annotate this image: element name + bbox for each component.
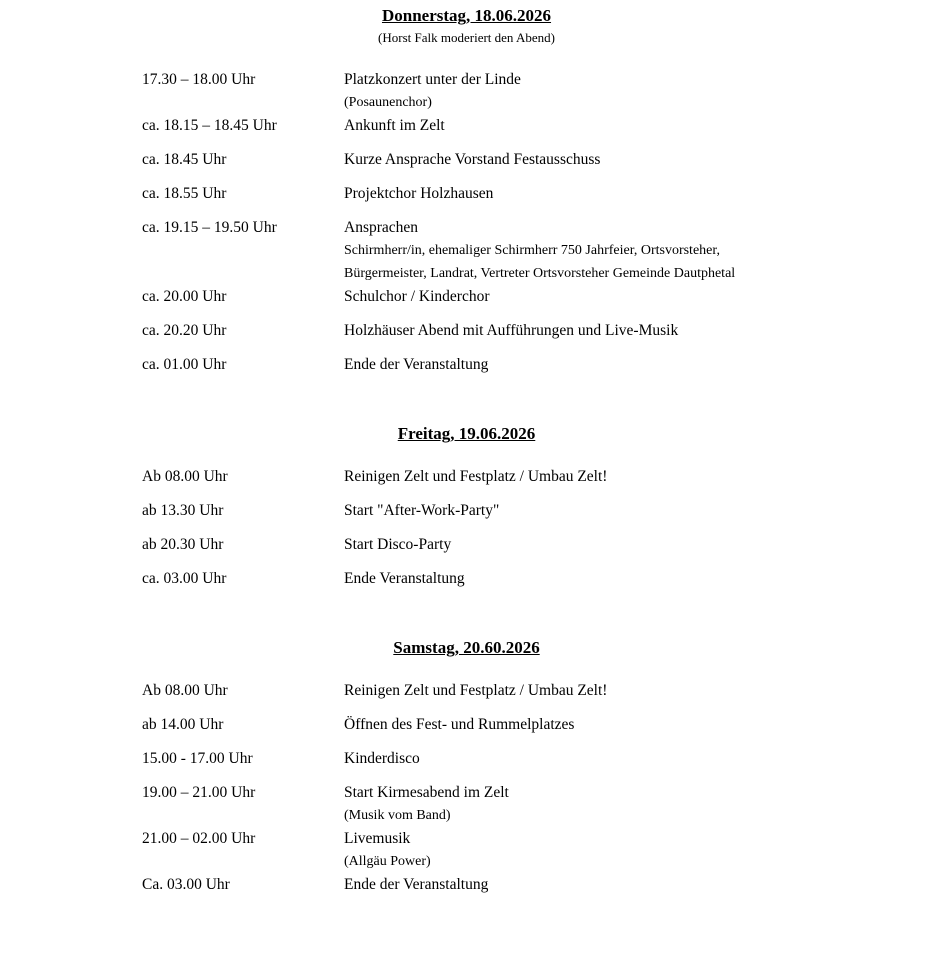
schedule-row xyxy=(0,148,933,171)
event-time: 21.00 – 02.00 Uhr xyxy=(142,830,256,847)
event-description xyxy=(344,68,893,114)
event-description xyxy=(344,465,893,488)
schedule-rows xyxy=(0,465,933,590)
event-title: Kurze Ansprache Vorstand Festausschuss xyxy=(344,151,601,168)
event-title: Start Kirmesabend im Zelt xyxy=(344,784,509,801)
event-description xyxy=(344,679,893,702)
day-subtitle: (Horst Falk moderiert den Abend) xyxy=(378,30,555,45)
schedule-rows xyxy=(0,679,933,896)
schedule-row xyxy=(0,713,933,736)
event-detail: (Allgäu Power) xyxy=(344,854,431,869)
day-title: Samstag, 20.60.2026 xyxy=(393,638,540,657)
event-title: Livemusik xyxy=(344,830,411,847)
event-title: Start Disco-Party xyxy=(344,536,452,553)
event-title: Holzhäuser Abend mit Aufführungen und Live-Musik xyxy=(344,322,679,339)
schedule-row xyxy=(0,216,933,285)
event-time: Ca. 03.00 Uhr xyxy=(142,876,230,893)
event-title: Schulchor / Kinderchor xyxy=(344,288,490,305)
schedule-row xyxy=(0,499,933,522)
event-time: ca. 03.00 Uhr xyxy=(142,570,227,587)
schedule-row xyxy=(0,68,933,114)
schedule-row xyxy=(0,747,933,770)
event-time: 17.30 – 18.00 Uhr xyxy=(142,71,256,88)
event-title: Ende der Veranstaltung xyxy=(344,356,489,373)
event-title: Start "After-Work-Party" xyxy=(344,502,500,519)
event-description xyxy=(344,114,893,137)
event-title: Ende der Veranstaltung xyxy=(344,876,489,893)
event-title: Öffnen des Fest- und Rummelplatzes xyxy=(344,716,575,733)
event-time: ab 20.30 Uhr xyxy=(142,536,224,553)
day-title: Donnerstag, 18.06.2026 xyxy=(381,6,552,25)
event-title: Kinderdisco xyxy=(344,750,420,767)
event-time: ca. 18.55 Uhr xyxy=(142,185,227,202)
event-time: Ab 08.00 Uhr xyxy=(142,468,228,485)
event-description xyxy=(344,499,893,522)
event-description xyxy=(344,873,893,896)
schedule-row xyxy=(0,873,933,896)
schedule-row xyxy=(0,353,933,376)
event-title: Platzkonzert unter der Linde xyxy=(344,71,521,88)
event-title: Reinigen Zelt und Festplatz / Umbau Zelt! xyxy=(344,468,608,485)
event-time: 15.00 - 17.00 Uhr xyxy=(142,750,253,767)
event-description xyxy=(344,353,893,376)
event-time: ab 14.00 Uhr xyxy=(142,716,224,733)
event-time: Ab 08.00 Uhr xyxy=(142,682,228,699)
schedule-rows xyxy=(0,68,933,376)
schedule-row xyxy=(0,465,933,488)
event-description xyxy=(344,319,893,342)
event-title: Ansprachen xyxy=(344,219,419,236)
event-description xyxy=(344,216,893,285)
event-detail: (Musik vom Band) xyxy=(344,808,451,823)
day-title: Freitag, 19.06.2026 xyxy=(397,424,536,443)
event-description xyxy=(344,285,893,308)
event-time: ca. 19.15 – 19.50 Uhr xyxy=(142,219,277,236)
schedule-row xyxy=(0,114,933,137)
schedule-row xyxy=(0,827,933,873)
event-title: Ende Veranstaltung xyxy=(344,570,465,587)
event-title: Reinigen Zelt und Festplatz / Umbau Zelt! xyxy=(344,682,608,699)
schedule-row xyxy=(0,319,933,342)
schedule-row xyxy=(0,285,933,308)
day-section-donnerstag xyxy=(0,4,933,376)
event-description xyxy=(344,781,893,827)
event-description xyxy=(344,182,893,205)
schedule-row xyxy=(0,182,933,205)
schedule-row xyxy=(0,679,933,702)
event-time: ca. 01.00 Uhr xyxy=(142,356,227,373)
event-description xyxy=(344,148,893,171)
event-title: Projektchor Holzhausen xyxy=(344,185,494,202)
event-time: ca. 18.45 Uhr xyxy=(142,151,227,168)
event-detail: Schirmherr/in, ehemaliger Schirmherr 750 Jahrfeier, Ortsvorsteher, xyxy=(344,243,720,258)
event-detail: Bürgermeister, Landrat, Vertreter Ortsvorsteher Gemeinde Dautphetal xyxy=(344,266,736,281)
event-time: ca. 18.15 – 18.45 Uhr xyxy=(142,117,277,134)
schedule-row xyxy=(0,781,933,827)
schedule-row xyxy=(0,533,933,556)
event-title: Ankunft im Zelt xyxy=(344,117,445,134)
day-section-freitag xyxy=(0,422,933,590)
event-description xyxy=(344,713,893,736)
event-time: ca. 20.00 Uhr xyxy=(142,288,227,305)
event-time: 19.00 – 21.00 Uhr xyxy=(142,784,256,801)
event-time: ab 13.30 Uhr xyxy=(142,502,224,519)
schedule-row xyxy=(0,567,933,590)
event-description xyxy=(344,567,893,590)
day-section-samstag xyxy=(0,636,933,896)
event-description xyxy=(344,747,893,770)
event-time: ca. 20.20 Uhr xyxy=(142,322,227,339)
event-description xyxy=(344,533,893,556)
event-description xyxy=(344,827,893,873)
event-detail: (Posaunenchor) xyxy=(344,95,432,110)
